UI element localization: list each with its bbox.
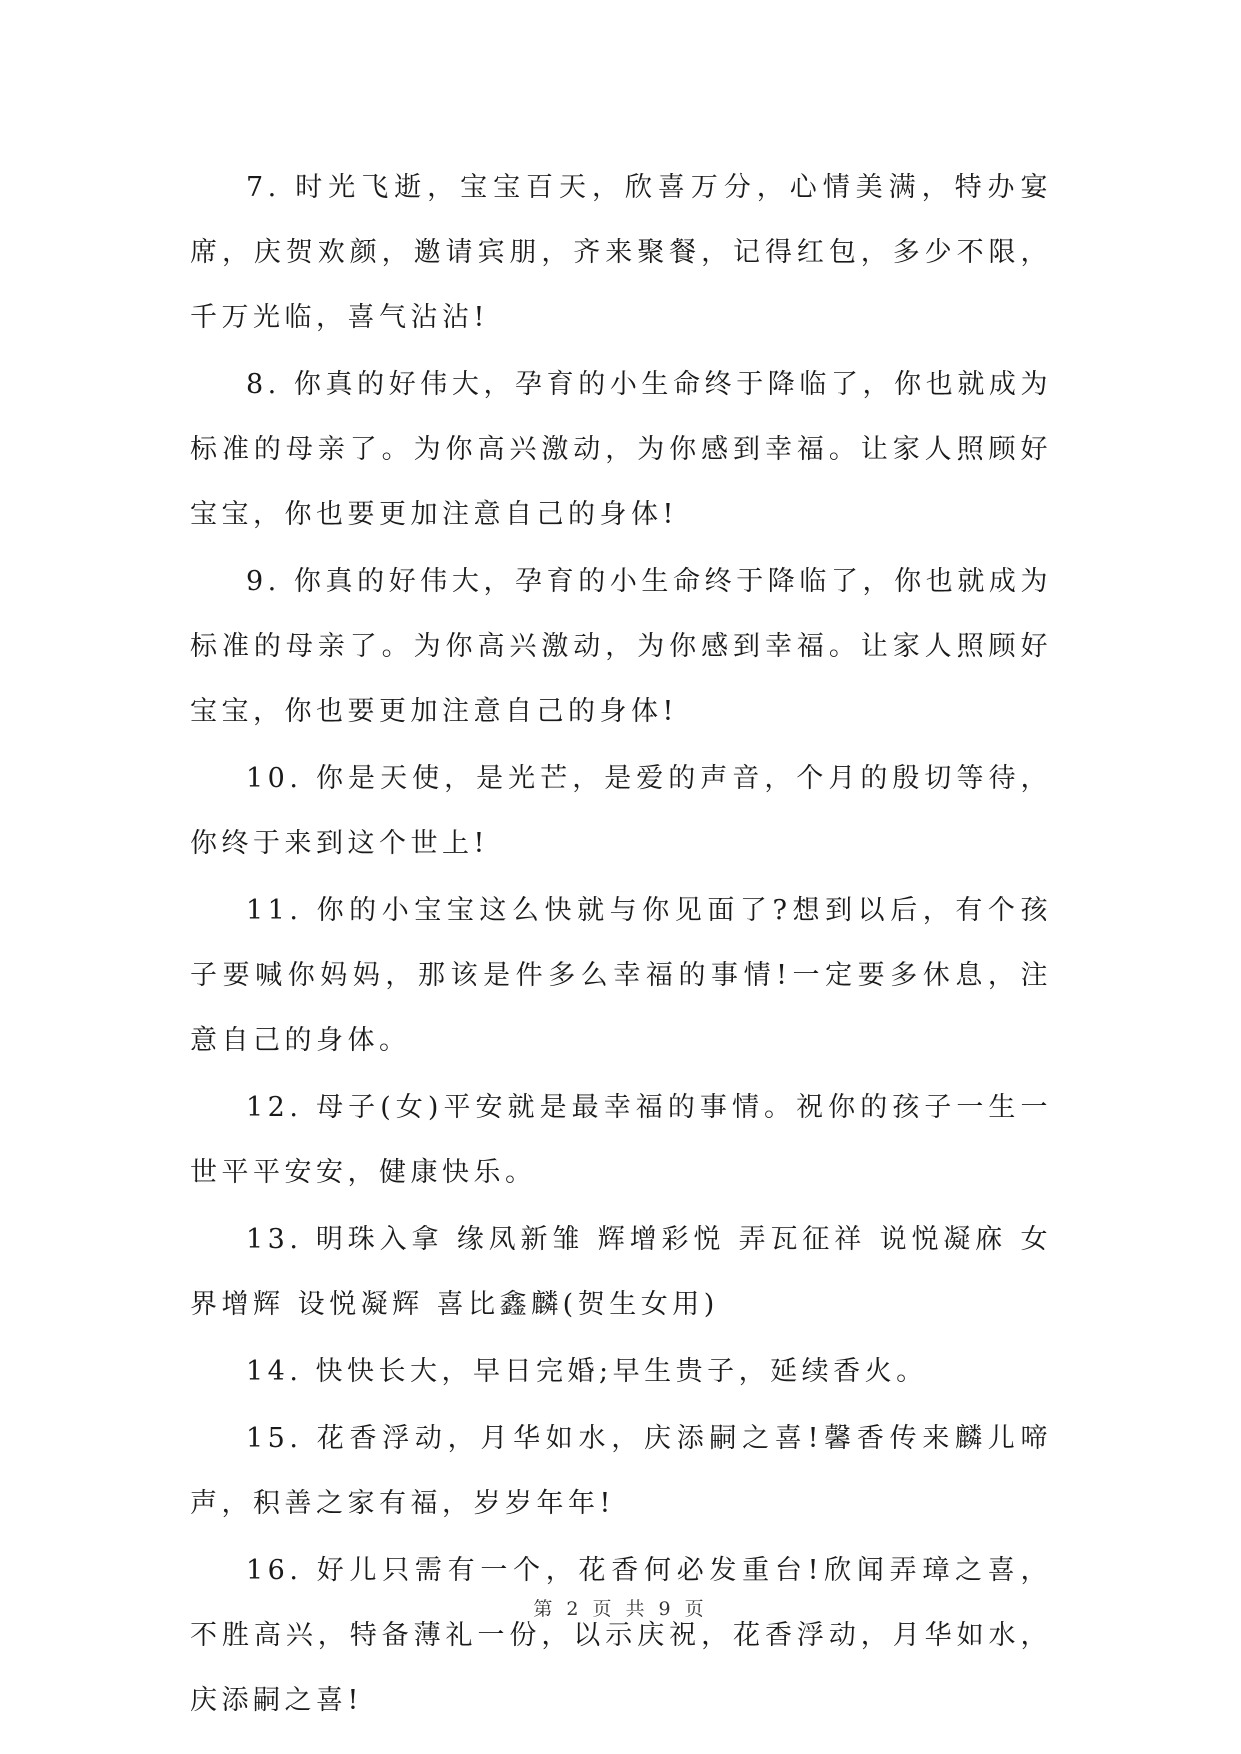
paragraph-16: 16. 好儿只需有一个，花香何必发重台!欣闻弄璋之喜，不胜高兴，特备薄礼一份，以示庆祝，花香浮动，月华如水，庆添嗣之喜!: [190, 1555, 1052, 1716]
paragraph-10: 10. 你是天使，是光芒，是爱的声音，个月的殷切等待，你终于来到这个世上!: [190, 763, 1052, 859]
paragraph-11: 11. 你的小宝宝这么快就与你见面了?想到以后，有个孩子要喊你妈妈，那该是件多么幸福的事情!一定要多休息，注意自己的身体。: [190, 895, 1052, 1056]
paragraph-13: 13. 明珠入拿 缘凤新雏 辉增彩悦 弄瓦征祥 说悦凝庥 女界增辉 设悦凝辉 喜比鑫麟(贺生女用): [190, 1224, 1052, 1320]
paragraph-14: 14. 快快长大，早日完婚;早生贵子，延续香火。: [246, 1356, 928, 1387]
paragraph-8: 8. 你真的好伟大，孕育的小生命终于降临了，你也就成为标准的母亲了。为你高兴激动，为你感到幸福。让家人照顾好宝宝，你也要更加注意自己的身体!: [190, 369, 1052, 530]
paragraph-15: 15. 花香浮动，月华如水，庆添嗣之喜!馨香传来麟儿啼声，积善之家有福，岁岁年年!: [190, 1423, 1052, 1519]
paragraph-12: 12. 母子(女)平安就是最幸福的事情。祝你的孩子一生一世平平安安，健康快乐。: [190, 1092, 1052, 1188]
document-body: [190, 155, 1052, 1735]
paragraph-7: 7. 时光飞逝，宝宝百天，欣喜万分，心情美满，特办宴席，庆贺欢颜，邀请宾朋，齐来聚餐，记得红包，多少不限，千万光临，喜气沾沾!: [190, 172, 1052, 333]
page-number-footer: 第 2 页 共 9 页: [533, 1598, 708, 1620]
paragraph-9: 9. 你真的好伟大，孕育的小生命终于降临了，你也就成为标准的母亲了。为你高兴激动，为你感到幸福。让家人照顾好宝宝，你也要更加注意自己的身体!: [190, 566, 1052, 727]
